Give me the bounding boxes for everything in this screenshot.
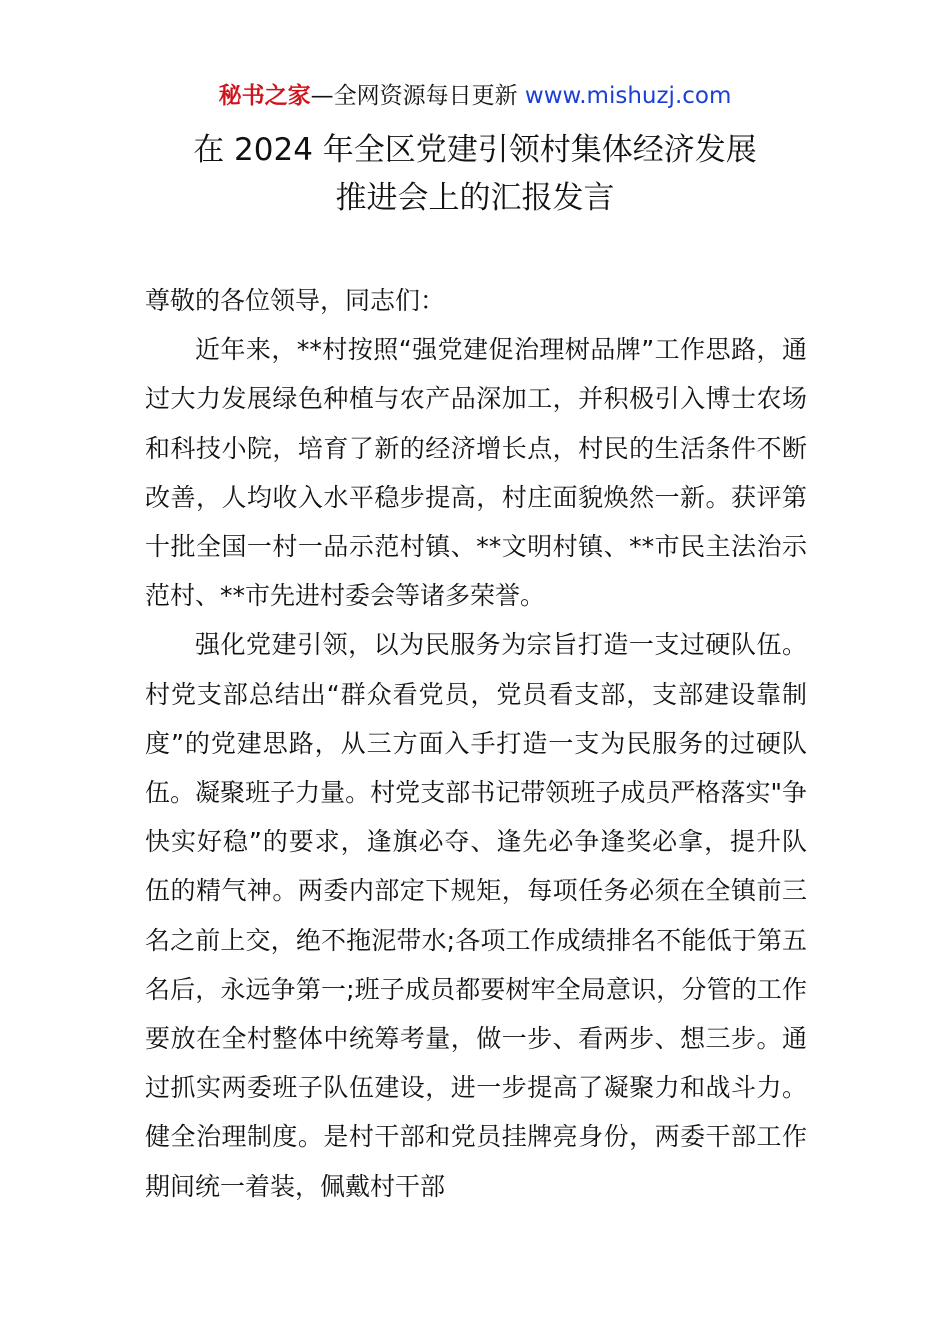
site-header: [0, 80, 950, 112]
title-line-1: 在 2024 年全区党建引领村集体经济发展: [193, 132, 757, 168]
salutation: 尊敬的各位领导，同志们：: [145, 286, 446, 315]
site-url[interactable]: www.mishuzj.com: [524, 83, 732, 109]
brand-name: 秘书之家: [218, 83, 311, 109]
title-line-2: 推进会上的汇报发言: [335, 180, 615, 216]
document-title: [0, 126, 950, 222]
document-body: [145, 276, 807, 1211]
paragraph-party-building: 强化党建引领，以为民服务为宗旨打造一支过硬队伍。村党支部总结出“群众看党员，党员看支部，支部建设靠制度”的党建思路，从三方面入手打造一支为民服务的过硬队伍。凝聚班子力量。村党支部书记带领班子成员严格落实"争快实好稳”的要求，逢旗必夺、逢先必争逢奖必拿，提升队伍的精气神。两委内部定下规矩，每项任务必须在全镇前三名之前上交，绝不拖泥带水;各项工作成绩排名不能低于第五名后，永远争第一;班子成员都要树牢全局意识，分管的工作要放在全村整体中统筹考量，做一步、看两步、想三步。通过抓实两委班子队伍建设，进一步提高了凝聚力和战斗力。健全治理制度。是村干部和党员挂牌亮身份，两委干部工作期间统一着装，佩戴村干部: [145, 630, 807, 1201]
header-tagline: —全网资源每日更新: [310, 83, 525, 109]
paragraph-intro: 近年来，**村按照“强党建促治理树品牌”工作思路，通过大力发展绿色种植与农产品深加工，并积极引入博士农场和科技小院，培育了新的经济增长点，村民的生活条件不断改善，人均收入水平稳步提高，村庄面貌焕然一新。获评第十批全国一村一品示范村镇、**文明村镇、**市民主法治示范村、**市先进村委会等诸多荣誉。: [145, 335, 807, 611]
